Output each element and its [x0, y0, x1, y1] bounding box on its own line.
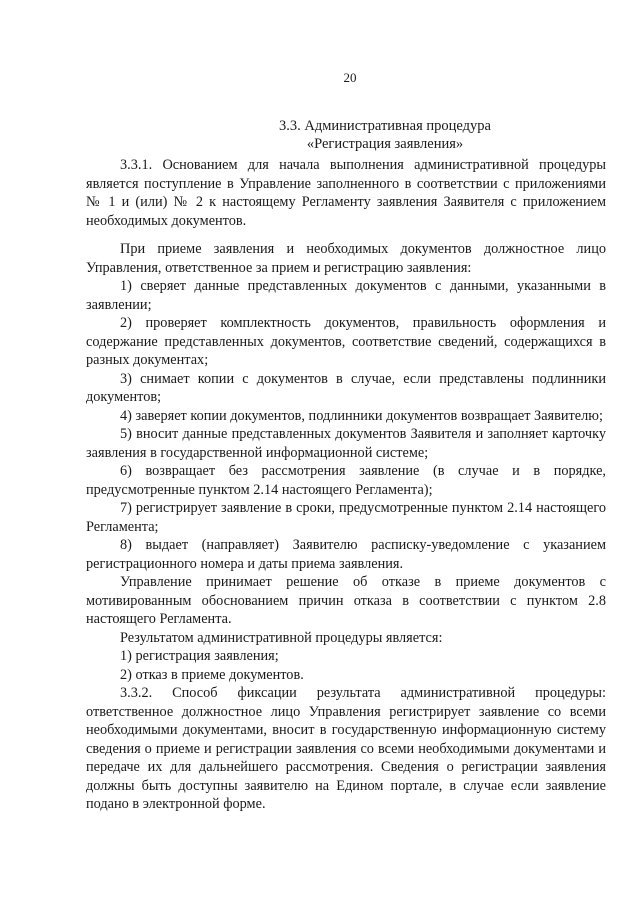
list-item-2: 2) проверяет комплектность документов, правильность оформления и содержание представленных документов, соответствие сведений, содержащихся в разных документах; [86, 315, 606, 368]
list-item-7: 7) регистрирует заявление в сроки, предусмотренные пунктом 2.14 настоящего Регламента; [86, 500, 606, 535]
section-subtitle: «Регистрация заявления» [306, 136, 464, 152]
section-heading [60, 117, 640, 153]
paragraph-3-3-1: 3.3.1. Основанием для начала выполнения административной процедуры является поступление в Управление заполненного в соответствии с приложениями № 1 и (или) № 2 к настоящему Регламенту заявления Заявителя с приложением необходимых документов. [86, 157, 606, 229]
list-item-8: 8) выдает (направляет) Заявителю расписку-уведомление с указанием регистрационного номера и даты приема заявления. [86, 537, 606, 572]
page-number: 20 [343, 70, 357, 85]
list-item-6: 6) возвращает без рассмотрения заявление (в случае и в порядке, предусмотренные пунктом 2.14 настоящего Регламента); [86, 463, 606, 498]
paragraph-intro-list: При приеме заявления и необходимых документов должностное лицо Управления, ответственное за прием и регистрацию заявления: [86, 241, 606, 276]
list-item-5: 5) вносит данные представленных документов Заявителя и заполняет карточку заявления в государственной информационной системе; [86, 426, 606, 461]
list-item-1: 1) сверяет данные представленных документов с данными, указанными в заявлении; [86, 278, 606, 313]
paragraph-refusal: Управление принимает решение об отказе в приеме документов с мотивированным обоснованием причин отказа в соответствии с пунктом 2.8 настоящего Регламента. [86, 574, 606, 627]
paragraph-3-3-2: 3.3.2. Способ фиксации результата административной процедуры: ответственное должностное лицо Управления регистрирует заявление со всеми необходимыми документами, вносит в государственную информационную систему сведения о приеме и регистрации заявления со всеми необходимыми документами и передаче их для дальнейшего рассмотрения. Сведения о регистрации заявления должны быть доступны заявителю на Едином портале, в случае если заявление подано в электронной форме. [86, 685, 606, 812]
paragraph-result-intro: Результатом административной процедуры является: [120, 629, 443, 646]
list-item-3: 3) снимает копии с документов в случае, если представлены подлинники документов; [86, 370, 606, 405]
result-item-1: 1) регистрация заявления; [120, 648, 279, 664]
body-text [86, 156, 606, 814]
result-item-2: 2) отказ в приеме документов. [120, 666, 304, 683]
list-item-4: 4) заверяет копии документов, подлинники документов возвращает Заявителю; [120, 407, 603, 424]
section-title: 3.3. Административная процедура [279, 118, 491, 134]
